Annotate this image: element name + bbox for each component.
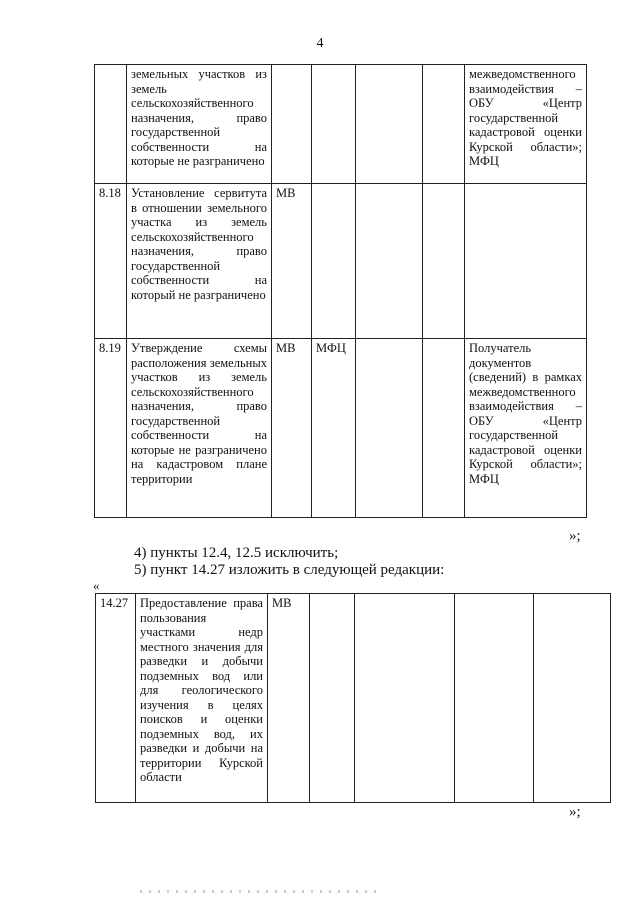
cell-col5 [356, 184, 423, 339]
recipient-cell [465, 184, 587, 339]
cell-col7 [534, 594, 611, 803]
table-row [95, 65, 587, 184]
cell-col5 [356, 65, 423, 184]
cell-col6 [455, 594, 534, 803]
cell-col3 [272, 65, 312, 184]
page-number: 4 [316, 36, 324, 51]
recipient-cell: Получатель документов (сведений) в рамках межведомственного взаимодействия – ОБУ «Центр государственной кадастровой оценки Курской области»; МФЦ [465, 339, 587, 518]
cell-col3: МВ [268, 594, 310, 803]
cell-col5 [356, 339, 423, 518]
cell-col4 [312, 184, 356, 339]
row-number: 14.27 [96, 594, 136, 803]
service-name: Предоставление права пользования участками недр местного значения для разведки и добычи подземных вод или для геологического изучения в целях поисков и оценки подземных вод, их разведки и добычи на территории Курской области [136, 594, 268, 803]
amendment-item-5: 5) пункт 14.27 изложить в следующей редакции: [134, 562, 445, 578]
amendment-item-4: 4) пункты 12.4, 12.5 исключить; [134, 545, 339, 561]
cell-col3: МВ [272, 184, 312, 339]
table-row [95, 184, 587, 339]
cell-col6 [423, 184, 465, 339]
service-name: Утверждение схемы расположения земельных участков из земель сельскохозяйственного назначения, право государственной собственности на которые не разграничено на кадастровом плане территории [127, 339, 272, 518]
cell-col6 [423, 339, 465, 518]
service-name: Установление сервитута в отношении земельного участка из земель сельскохозяйственного назначения, право государственной собственности на который не разграничено [127, 184, 272, 339]
cell-col6 [423, 65, 465, 184]
cell-col3: МВ [272, 339, 312, 518]
table-row [95, 339, 587, 518]
table-row [96, 594, 611, 803]
recipient-cell: межведомственного взаимодействия – ОБУ «Центр государственной кадастровой оценки Курской области»; МФЦ [465, 65, 587, 184]
scan-artifact [140, 890, 380, 893]
cell-col4 [312, 65, 356, 184]
cell-col4: МФЦ [312, 339, 356, 518]
services-table-section-14 [95, 593, 611, 803]
row-number [95, 65, 127, 184]
closing-quote: »; [569, 804, 581, 820]
cell-col5 [355, 594, 455, 803]
service-name: земельных участков из земель сельскохозяйственного назначения, право государственной собственности на которые не разграничено [127, 65, 272, 184]
row-number: 8.18 [95, 184, 127, 339]
services-table-section-8 [94, 64, 587, 518]
opening-quote: « [93, 578, 100, 593]
row-number: 8.19 [95, 339, 127, 518]
cell-col4 [310, 594, 355, 803]
closing-quote: »; [569, 528, 581, 544]
